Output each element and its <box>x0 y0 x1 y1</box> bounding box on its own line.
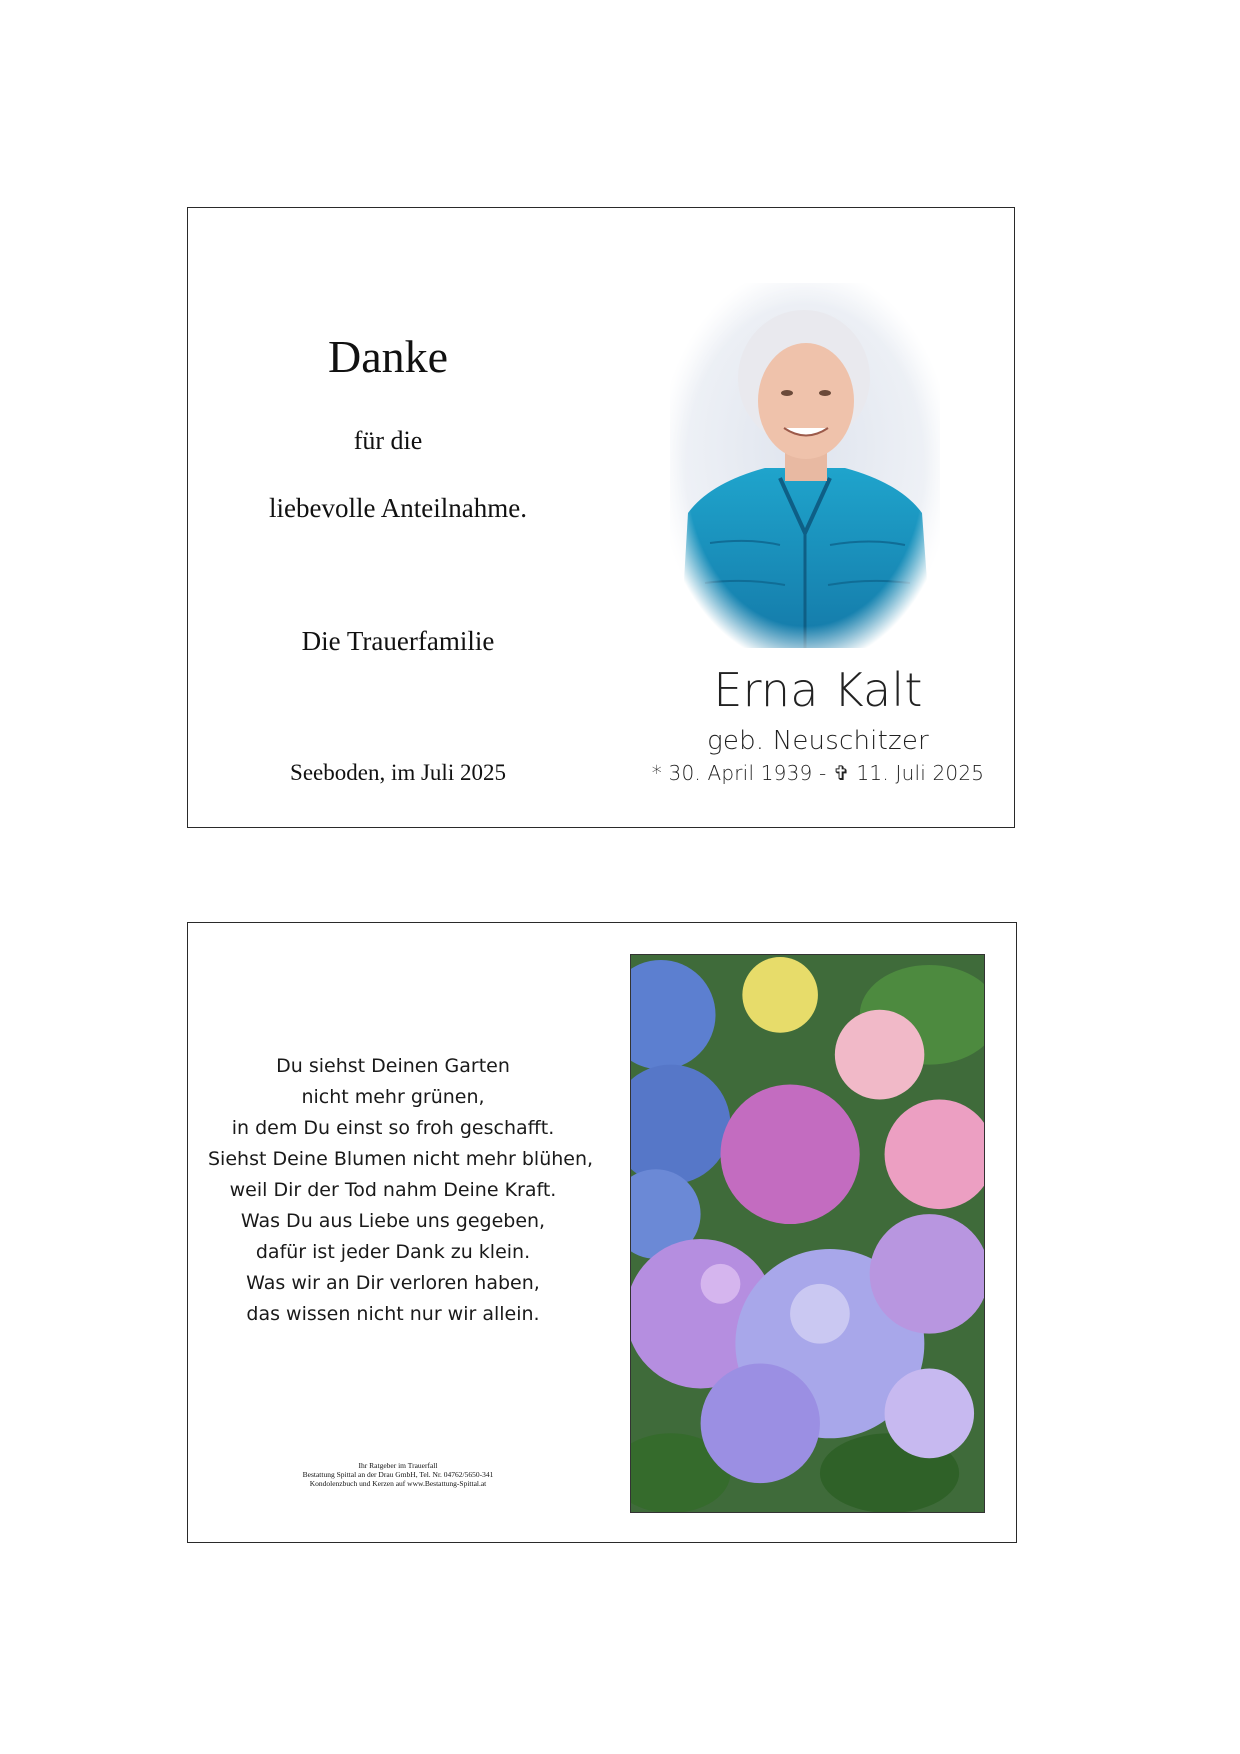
poem-line: in dem Du einst so froh geschafft. <box>231 1117 555 1139</box>
poem-line: Was Du aus Liebe uns gegeben, <box>240 1210 546 1232</box>
imprint <box>228 1461 568 1488</box>
imprint-line-1: Ihr Ratgeber im Trauerfall <box>358 1461 438 1470</box>
thank-you-card <box>187 207 1015 828</box>
poem-line: weil Dir der Tod nahm Deine Kraft. <box>229 1179 557 1201</box>
hydrangea-photo <box>630 954 985 1513</box>
thanks-line-1: für die <box>353 426 423 455</box>
thanks-line-2: liebevolle Anteilnahme. <box>269 493 527 523</box>
portrait-photo <box>670 283 940 648</box>
poem-line: Was wir an Dir verloren haben, <box>246 1272 540 1294</box>
place-date: Seeboden, im Juli 2025 <box>290 760 506 785</box>
poem <box>208 1051 594 1330</box>
poem-line: Du siehst Deinen Garten <box>276 1055 510 1077</box>
heading-danke: Danke <box>327 331 449 382</box>
poem-line: dafür ist jeder Dank zu klein. <box>255 1241 531 1263</box>
signature: Die Trauerfamilie <box>301 626 495 656</box>
life-dates: * 30. April 1939 - ✞ 11. Juli 2025 <box>651 761 985 785</box>
poem-line: Siehst Deine Blumen nicht mehr blühen, <box>208 1148 594 1170</box>
imprint-line-3: Kondolenzbuch und Kerzen auf www.Bestattung-Spittal.at <box>309 1479 487 1488</box>
maiden-name: geb. Neuschitzer <box>707 726 929 756</box>
deceased-name: Erna Kalt <box>713 663 923 717</box>
poem-line: nicht mehr grünen, <box>301 1086 485 1108</box>
poem-line: das wissen nicht nur wir allein. <box>246 1303 540 1325</box>
poem-card <box>187 922 1017 1543</box>
imprint-line-2: Bestattung Spittal an der Drau GmbH, Tel. Nr. 04762/5650-341 <box>302 1470 494 1479</box>
